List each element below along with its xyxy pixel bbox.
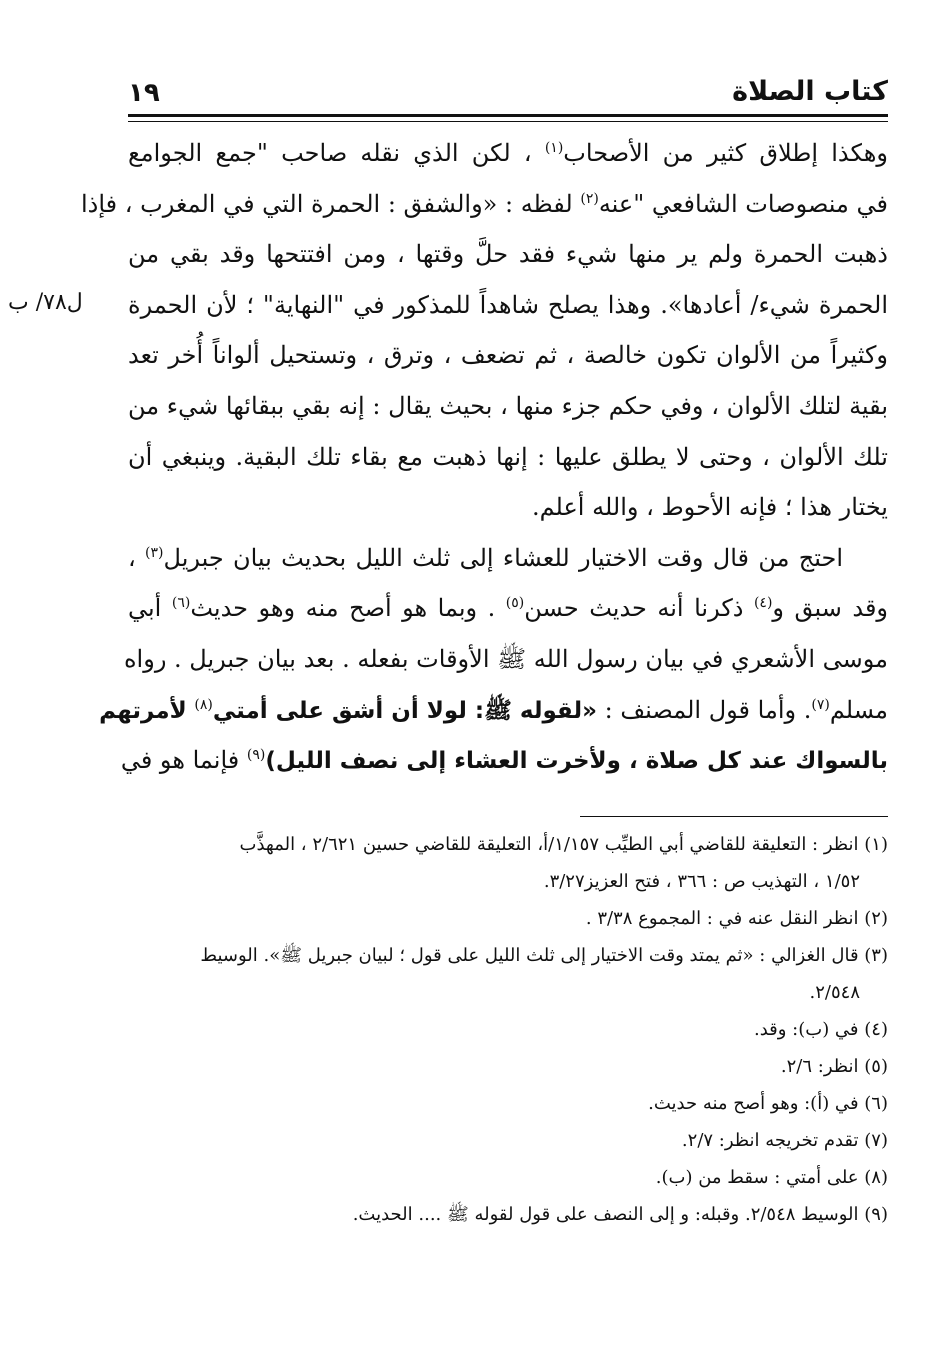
footnote: (٤) في (ب): وقد. [753, 1019, 888, 1040]
header-rule-thick [128, 114, 888, 117]
quoted-hadith: لأمرتهم [99, 697, 187, 724]
footnote-ref: (٩) [246, 747, 266, 764]
main-text [81, 128, 889, 786]
footnote: (٨) على أمتي : سقط من (ب). [655, 1167, 888, 1188]
footnote: (٥) انظر: ٢/٦. [780, 1056, 888, 1077]
text-line: وقد سبق و$^{(٤)}$ ذكرنا أنه حديث حسن$^{(٥)}$ . وبما هو أصح منه وهو حديث$^{(٦)}$ أبي [128, 594, 888, 623]
text-line: يختار هذا ؛ فإنه الأحوط ، والله أعلم. [531, 493, 888, 522]
text-line: الحمرة شيء/ أعادها». وهذا يصلح شاهداً للمذكور في "النهاية" ؛ لأن الحمرة [128, 290, 888, 319]
running-header [128, 68, 888, 112]
footnote-ref: (٢) [580, 190, 599, 207]
footnote-ref: (٨) [194, 696, 213, 713]
text-line: احتج من قال وقت الاختيار للعشاء إلى ثلث الليل بحديث بيان جبريل$^{(٣)}$ ، [128, 543, 843, 572]
footnote-ref: (٤) [753, 595, 773, 612]
text-line: موسى الأشعري في بيان رسول الله ﷺ الأوقات بفعله . بعد بيان جبريل . رواه [123, 644, 888, 673]
footnote-continuation: ١/٥٢ ، التهذيب ص : ٣٦٦ ، فتح العزيز٣/٢٧. [543, 871, 860, 892]
footnote: (٢) انظر النقل عنه في : المجموع ٣/٣٨ . [585, 908, 888, 929]
footnote-separator [580, 816, 888, 817]
quoted-hadith: بالسواك عند كل صلاة ، ولأخرت العشاء إلى نصف الليل) [265, 748, 888, 775]
footnote-ref: (٧) [811, 696, 830, 713]
header-rule-thin [128, 121, 888, 122]
text-line: في منصوصات الشافعي "عنه$^{(٢)}$ لفظه : «والشفق : الحمرة التي في المغرب ، فإذا [81, 189, 888, 218]
footnote-ref: (١) [544, 140, 564, 156]
text-line: تلك الألوان ، وحتى لا يطلق عليها : إنها ذهبت مع بقاء تلك البقية. وينبغي أن [128, 442, 888, 471]
text-line: بالسواك عند كل صلاة ، ولأخرت العشاء إلى نصف الليل)$^{(٩)}$ فإنما هو في [120, 746, 888, 775]
chapter-title: كتاب الصلاة [732, 76, 888, 107]
footnote-ref: (٥) [505, 595, 525, 612]
footnote: (٦) في (أ): وهو أصح منه حديث. [648, 1093, 888, 1114]
quoted-hadith: «لقوله ﷺ: لولا أن أشق على أمتي [212, 697, 597, 724]
text-line: مسلم$^{(٧)}$. وأما قول المصنف : «لقوله ﷺ: لولا أن أشق على أمتي$^{(٨)}$ لأمرتهم [99, 695, 888, 724]
text-line: بقية لتلك الألوان ، وفي حكم جزء منها ، بحيث يقال : إنه بقي ببقائها شيء من [128, 391, 888, 420]
text-line: وهكذا إطلاق كثير من الأصحاب$^{(١)}$ ، لكن الذي نقله صاحب "جمع الجوامع [128, 139, 889, 167]
footnote: (١) انظر : التعليقة للقاضي أبي الطيِّب ١/١٥٧/أ، التعليقة للقاضي حسين ٢/٦٢١ ، المهذَّب [239, 834, 888, 855]
footnote: (٩) الوسيط ٢/٥٤٨. وقبله: و إلى النصف على قول لقوله ﷺ .... الحديث. [352, 1204, 888, 1225]
footnote-continuation: ٢/٥٤٨. [809, 982, 860, 1003]
footnote-ref: (٣) [145, 544, 164, 561]
text-line: وكثيراً من الألوان تكون خالصة ، ثم تضعف ، وترق ، وتستحيل ألواناً أُخر تعد [128, 341, 888, 370]
text-line: ذهبت الحمرة ولم ير منها شيء فقد حلَّ وقتها ، ومن افتتحها وقد بقي من [128, 240, 888, 269]
page-number: ١٩ [128, 78, 160, 108]
manuscript-folio-note: ل٧٨/ ب [8, 290, 83, 315]
footnote-ref: (٦) [171, 595, 191, 612]
footnote: (٣) قال الغزالي : «ثم يمتد وقت الاختيار إلى ثلث الليل على قول ؛ لبيان جبريل ﷺ». الوسيط [200, 945, 888, 966]
footnote: (٧) تقدم تخريجه انظر: ٢/٧. [681, 1130, 888, 1151]
footnotes [128, 826, 888, 1233]
